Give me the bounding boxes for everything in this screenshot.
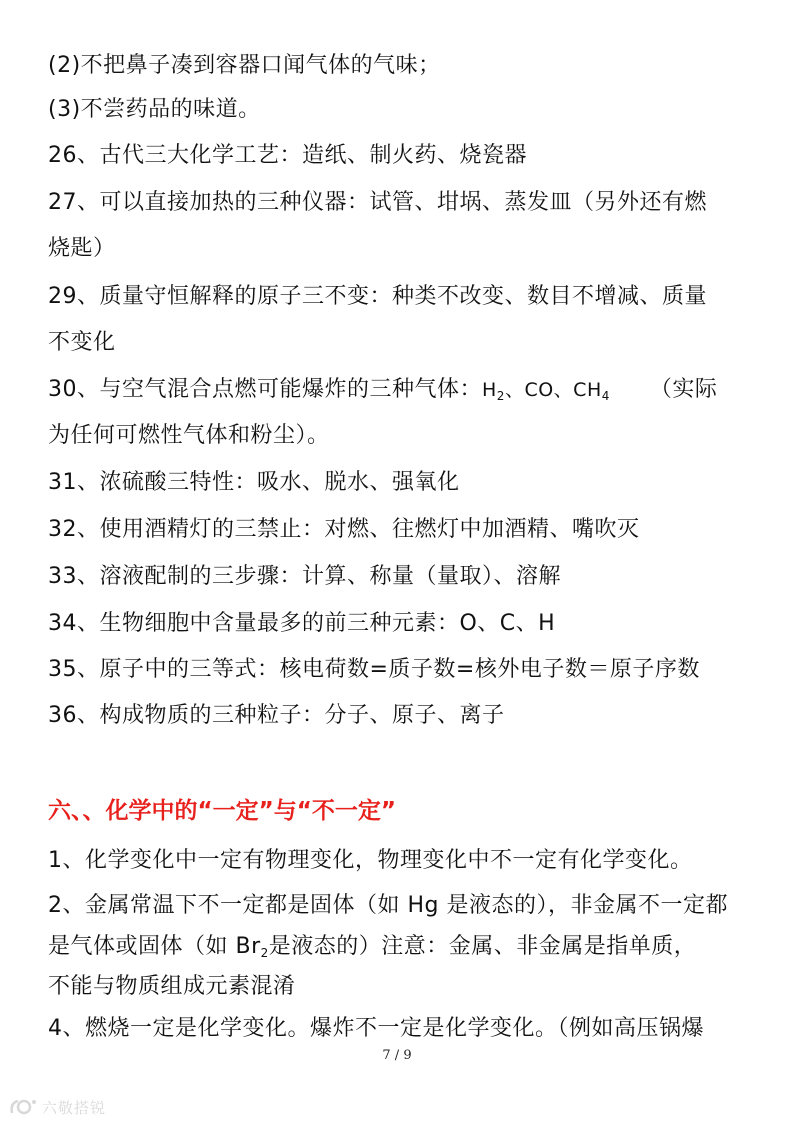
br-prefix: 是气体或固体（如 Br bbox=[48, 934, 261, 959]
formula-h: H bbox=[482, 379, 497, 401]
text-line: 34、生物细胞中含量最多的前三种元素：O、C、H bbox=[48, 611, 556, 636]
subscript: 2 bbox=[496, 389, 505, 403]
text-line: 不能与物质组成元素混淆 bbox=[48, 974, 296, 999]
text-line: 26、古代三大化学工艺：造纸、制火药、烧瓷器 bbox=[48, 143, 527, 168]
section-heading: 六、、化学中的“一定”与“不一定” bbox=[48, 798, 396, 824]
text-line-gases bbox=[48, 375, 748, 405]
formula-ch: CH bbox=[573, 379, 602, 401]
text-line: (3)不尝药品的味道。 bbox=[48, 97, 261, 122]
text-line: 32、使用酒精灯的三禁止：对燃、往燃灯中加酒精、嘴吹灭 bbox=[48, 517, 640, 542]
subscript: 2 bbox=[260, 946, 269, 960]
gases-suffix: （实际 bbox=[649, 377, 718, 402]
page-number: 7 / 9 bbox=[382, 1048, 412, 1063]
text-line: 2、金属常温下不一定都是固体（如 Hg 是液态的），非金属不一定都 bbox=[48, 893, 728, 918]
text-line: 36、构成物质的三种粒子：分子、原子、离子 bbox=[48, 703, 505, 728]
formula-co: 、CO、 bbox=[504, 379, 574, 401]
watermark-text: 六敬搭锐 bbox=[42, 1098, 107, 1117]
watermark bbox=[8, 1095, 106, 1119]
watermark-logo-icon bbox=[8, 1097, 38, 1117]
subscript: 4 bbox=[601, 389, 610, 403]
text-line: 31、浓硫酸三特性：吸水、脱水、强氧化 bbox=[48, 470, 460, 495]
text-line: 27、可以直接加热的三种仪器：试管、坩埚、蒸发皿（另外还有燃 bbox=[48, 190, 707, 215]
text-line: 烧匙） bbox=[48, 236, 116, 261]
text-line: 4、燃烧一定是化学变化。爆炸不一定是化学变化。（例如高压锅爆 bbox=[48, 1016, 704, 1041]
gases-prefix: 30、与空气混合点燃可能爆炸的三种气体： bbox=[48, 377, 482, 402]
text-line: (2)不把鼻子凑到容器口闻气体的气味； bbox=[48, 53, 441, 78]
text-line: 33、溶液配制的三步骤：计算、称量（量取）、溶解 bbox=[48, 564, 561, 589]
text-line-br bbox=[48, 932, 748, 962]
br-suffix: 是液态的）注意：金属、非金属是指单质， bbox=[268, 934, 697, 959]
text-line: 为任何可燃性气体和粉尘）。 bbox=[48, 423, 330, 448]
text-line: 29、质量守恒解释的原子三不变：种类不改变、数目不增减、质量 bbox=[48, 284, 707, 309]
text-line: 1、化学变化中一定有物理变化，物理变化中不一定有化学变化。 bbox=[48, 848, 693, 873]
text-line: 35、原子中的三等式：核电荷数=质子数=核外电子数＝原子序数 bbox=[48, 657, 700, 682]
text-line: 不变化 bbox=[48, 330, 116, 355]
